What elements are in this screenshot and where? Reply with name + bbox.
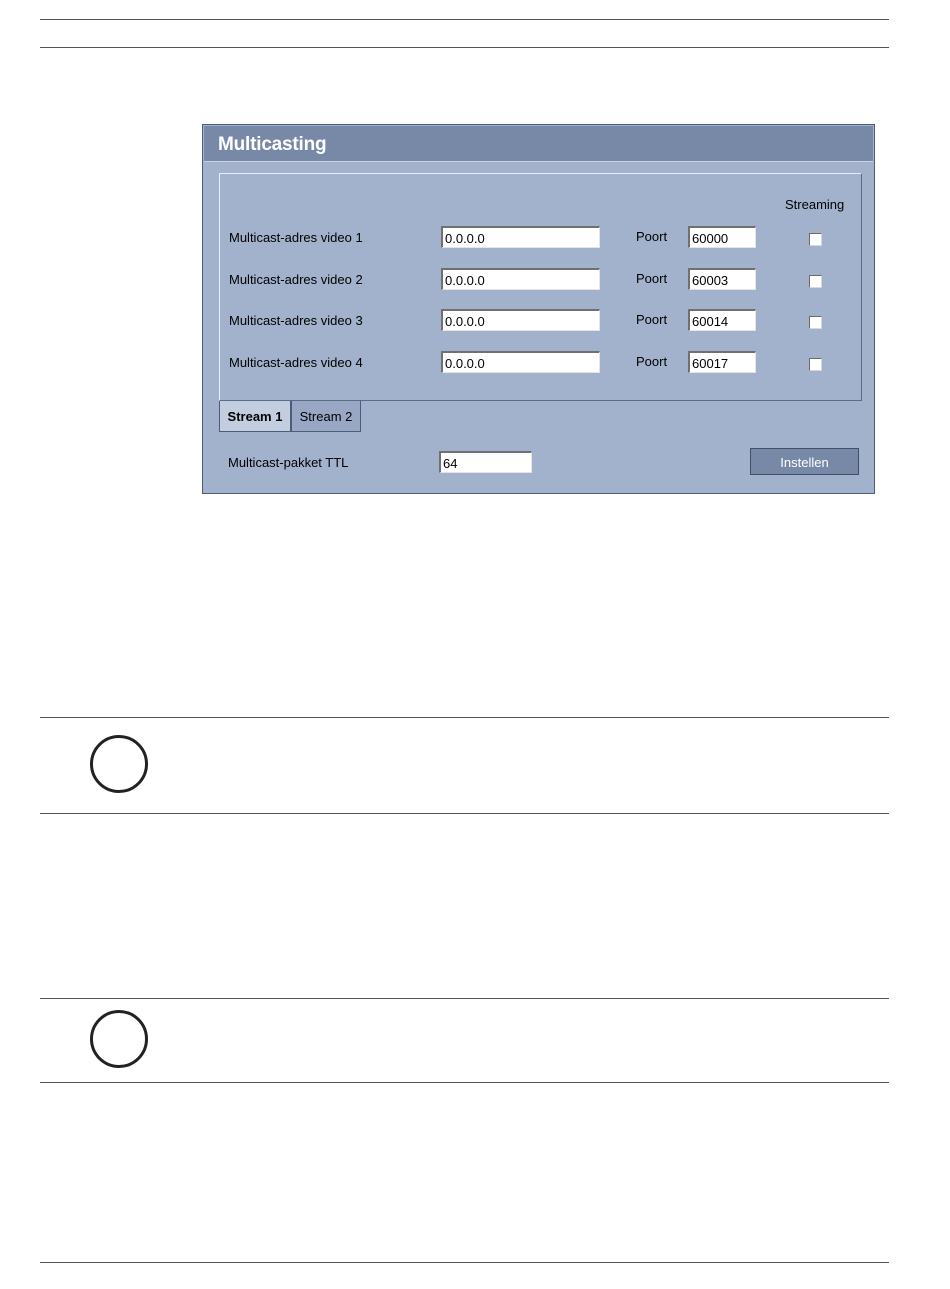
info-circle-icon [90,735,148,793]
panel-header [204,126,873,162]
header-rule-bottom [40,47,889,48]
streaming-column-header: Streaming [785,197,845,212]
multicast-address-input-1[interactable]: 0.0.0.0 [441,226,600,248]
multicast-address-group [219,173,862,401]
ttl-label: Multicast-pakket TTL [228,455,349,470]
multicast-address-input-3[interactable]: 0.0.0.0 [441,309,600,331]
note-rule-top [40,998,889,999]
multicasting-panel [202,124,875,494]
multicast-row-1 [220,225,861,251]
streaming-checkbox-2[interactable] [809,275,822,288]
info-circle-icon [90,1010,148,1068]
multicast-address-input-2[interactable]: 0.0.0.0 [441,268,600,290]
port-label: Poort [636,229,668,244]
multicast-row-2 [220,267,861,293]
tab-stream-2[interactable]: Stream 2 [291,401,361,432]
multicast-address-label: Multicast-adres video 4 [229,355,363,370]
streaming-checkbox-4[interactable] [809,358,822,371]
port-label: Poort [636,312,668,327]
note-rule-bottom [40,1082,889,1083]
multicast-address-label: Multicast-adres video 2 [229,272,363,287]
multicast-address-label: Multicast-adres video 3 [229,313,363,328]
header-rule-top [40,19,889,20]
streaming-checkbox-3[interactable] [809,316,822,329]
multicast-row-3 [220,308,861,334]
multicast-address-input-4[interactable]: 0.0.0.0 [441,351,600,373]
port-input-1[interactable]: 60000 [688,226,756,248]
apply-button[interactable]: Instellen [750,448,859,475]
port-input-4[interactable]: 60017 [688,351,756,373]
footer-rule [40,1262,889,1263]
ttl-input[interactable]: 64 [439,451,532,473]
port-label: Poort [636,354,668,369]
multicast-row-4 [220,350,861,376]
note-rule-bottom [40,813,889,814]
tab-stream-1[interactable]: Stream 1 [219,401,291,432]
port-input-2[interactable]: 60003 [688,268,756,290]
port-label: Poort [636,271,668,286]
multicast-address-label: Multicast-adres video 1 [229,230,363,245]
note-rule-top [40,717,889,718]
port-input-3[interactable]: 60014 [688,309,756,331]
streaming-checkbox-1[interactable] [809,233,822,246]
panel-title: Multicasting [218,134,327,155]
